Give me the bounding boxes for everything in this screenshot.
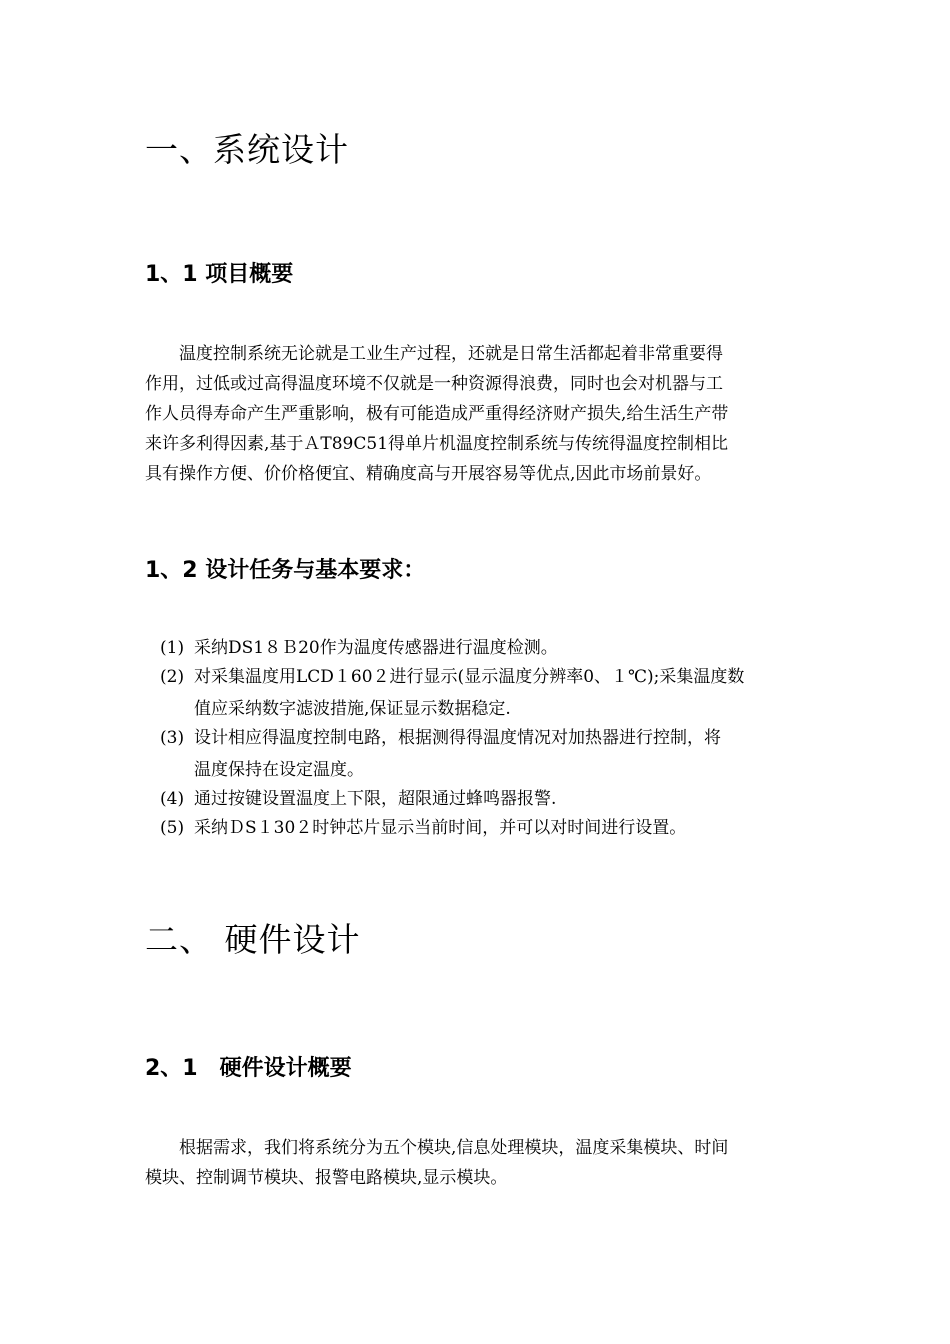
hardware-overview-paragraph (145, 1133, 810, 1193)
subsection-1-2-heading: 1、2 设计任务与基本要求： (145, 558, 426, 583)
section-2-heading: 二、 硬件设计 (145, 920, 361, 959)
list-item (160, 664, 810, 723)
list-item (160, 815, 810, 842)
list-item-text: 采纳DS1８Ｂ20作为温度传感器进行温度检测。 (194, 638, 558, 658)
paragraph-line: 作用，过低或过高得温度环境不仅就是一种资源得浪费，同时也会对机器与工 (145, 374, 723, 394)
requirements-list (160, 635, 810, 844)
list-item-text: 采纳ＤS１30２时钟芯片显示当前时间，并可以对时间进行设置。 (194, 818, 687, 838)
paragraph-line: 根据需求，我们将系统分为五个模块,信息处理模块，温度采集模块、时间 (145, 1138, 729, 1158)
list-item-number: (3) (160, 728, 185, 748)
list-item-number: (2) (160, 667, 185, 687)
list-item-number: (5) (160, 818, 185, 838)
subsection-1-1-heading: 1、1 项目概要 (145, 262, 294, 287)
list-item-text: 通过按键设置温度上下限，超限通过蜂鸣器报警. (194, 789, 557, 809)
list-item-text: 值应采纳数字滤波措施,保证显示数据稳定. (194, 699, 511, 719)
section-1-heading: 一、系统设计 (145, 130, 349, 169)
paragraph-line: 作人员得寿命产生严重影响，极有可能造成严重得经济财产损失,给生活生产带 (145, 404, 729, 424)
paragraph-line: 具有操作方便、价价格便宜、精确度高与开展容易等优点,因此市场前景好。 (145, 464, 712, 484)
list-item-number: (1) (160, 638, 185, 658)
paragraph-line: 来许多利得因素,基于ＡT89C51得单片机温度控制系统与传统得温度控制相比 (145, 434, 729, 454)
paragraph-line: 温度控制系统无论就是工业生产过程，还就是日常生活都起着非常重要得 (145, 344, 723, 364)
list-item-text: 设计相应得温度控制电路，根据测得得温度情况对加热器进行控制，将 (194, 728, 721, 748)
list-item (160, 786, 810, 813)
subsection-2-1-heading: 2、1 硬件设计概要 (145, 1056, 352, 1081)
list-item-text: 对采集温度用LCD１60２进行显示(显示温度分辨率0、１℃);采集温度数 (194, 667, 745, 687)
paragraph-line: 模块、控制调节模块、报警电路模块,显示模块。 (145, 1168, 508, 1188)
list-item (160, 635, 810, 662)
list-item-number: (4) (160, 789, 185, 809)
project-overview-paragraph (145, 339, 810, 489)
list-item (160, 725, 810, 784)
list-item-text: 温度保持在设定温度。 (194, 760, 364, 780)
